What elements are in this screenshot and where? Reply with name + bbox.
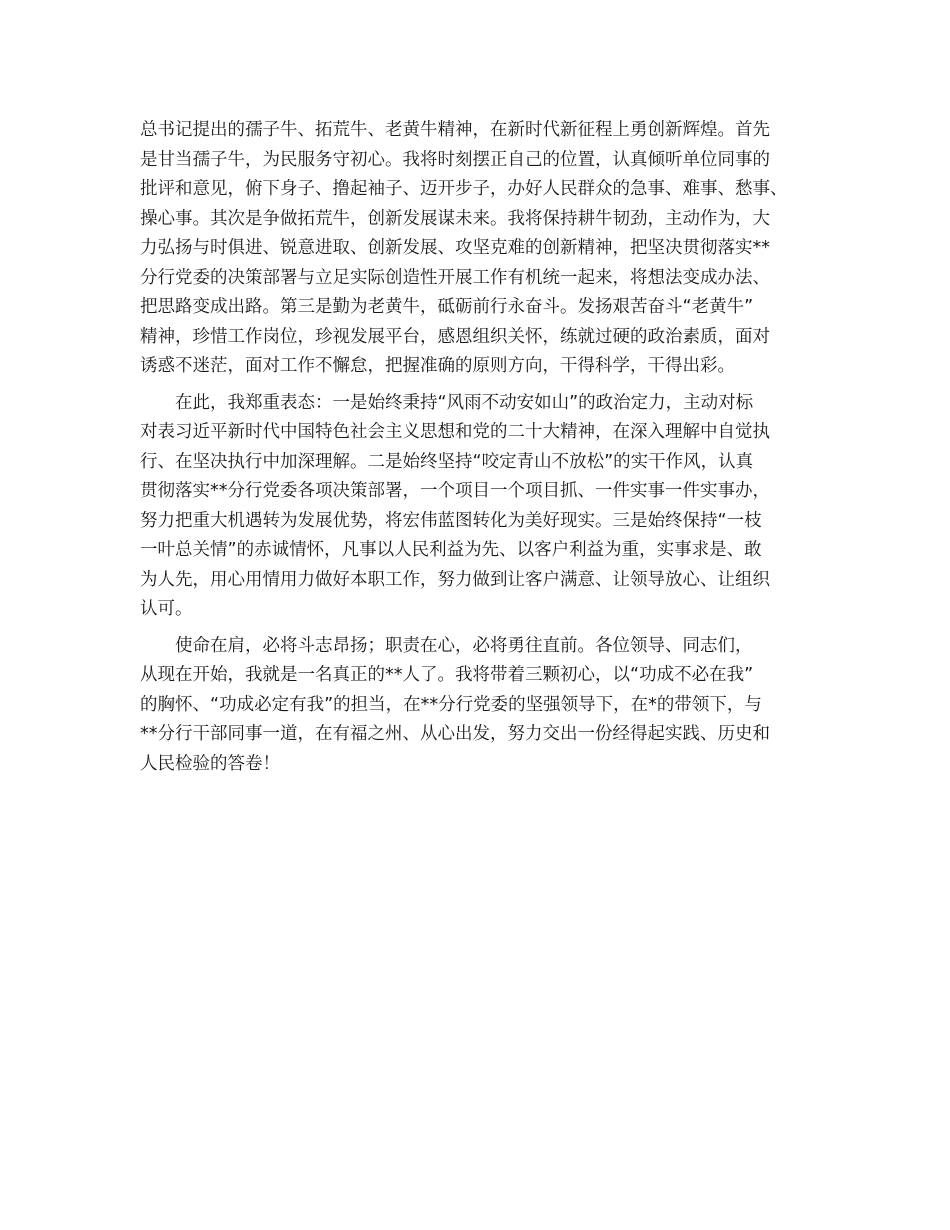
paragraph-line: 从现在开始，我就是一名真正的**人了。我将带着三颗初心，以“功成不必在我” — [140, 665, 754, 685]
paragraph-line: 贯彻落实**分行党委各项决策部署，一个项目一个项目抓、一件实事一件实事办， — [140, 481, 770, 501]
paragraph-3 — [140, 632, 820, 780]
paragraph-line: 行、在坚决执行中加深理解。二是始终坚持“咬定青山不放松”的实干作风，认真 — [140, 451, 754, 472]
paragraph-1 — [140, 116, 820, 382]
paragraph-line: 操心事。其次是争做拓荒牛，创新发展谋未来。我将保持耕牛韧劲，主动作为，大 — [140, 208, 770, 229]
document-body — [140, 116, 820, 779]
paragraph-line: 对表习近平新时代中国特色社会主义思想和党的二十大精神，在深入理解中自觉执 — [140, 422, 770, 442]
paragraph-line: 诱惑不迷茫，面对工作不懈怠，把握准确的原则方向，干得科学，干得出彩。 — [140, 356, 735, 376]
paragraph-line: 精神，珍惜工作岗位，珍视发展平台，感恩组织关怀，练就过硬的政治素质，面对 — [140, 326, 770, 347]
paragraph-line: 人民检验的答卷！ — [140, 753, 280, 774]
paragraph-line: 使命在肩，必将斗志昂扬；职责在心，必将勇往直前。各位领导、同志们， — [175, 635, 753, 656]
paragraph-line: 分行党委的决策部署与立足实际创造性开展工作有机统一起来，将想法变成办法、 — [140, 267, 770, 288]
paragraph-line: 在此，我郑重表态：一是始终秉持“风雨不动安如山”的政治定力，主动对标 — [175, 392, 754, 413]
paragraph-line: 批评和意见，俯下身子、撸起袖子、迈开步子，办好人民群众的急事、难事、愁事、 — [140, 179, 788, 199]
paragraph-line: **分行干部同事一道，在有福之州、从心出发，努力交出一份经得起实践、历史和 — [140, 724, 770, 744]
paragraph-line: 为人先，用心用情用力做好本职工作，努力做到让客户满意、让领导放心、让组织 — [140, 569, 770, 590]
paragraph-line: 一叶总关情”的赤诚情怀，凡事以人民利益为先、以客户利益为重，实事求是、敢 — [140, 540, 762, 560]
paragraph-line: 认可。 — [140, 599, 193, 619]
paragraph-2 — [140, 389, 820, 625]
paragraph-line: 努力把重大机遇转为发展优势，将宏伟蓝图转化为美好现实。三是始终保持“一枝 — [140, 510, 762, 531]
paragraph-line: 力弘扬与时俱进、锐意进取、创新发展、攻坚克难的创新精神，把坚决贯彻落实** — [140, 238, 770, 258]
paragraph-line: 的胸怀、“功成必定有我”的担当，在**分行党委的坚强领导下，在*的带领下，与 — [140, 694, 762, 715]
paragraph-line: 总书记提出的孺子牛、拓荒牛、老黄牛精神，在新时代新征程上勇创新辉煌。首先 — [140, 120, 770, 140]
paragraph-line: 是甘当孺子牛，为民服务守初心。我将时刻摆正自己的位置，认真倾听单位同事的 — [140, 149, 770, 170]
paragraph-line: 把思路变成出路。第三是勤为老黄牛，砥砺前行永奋斗。发扬艰苦奋斗“老黄牛” — [140, 297, 754, 317]
